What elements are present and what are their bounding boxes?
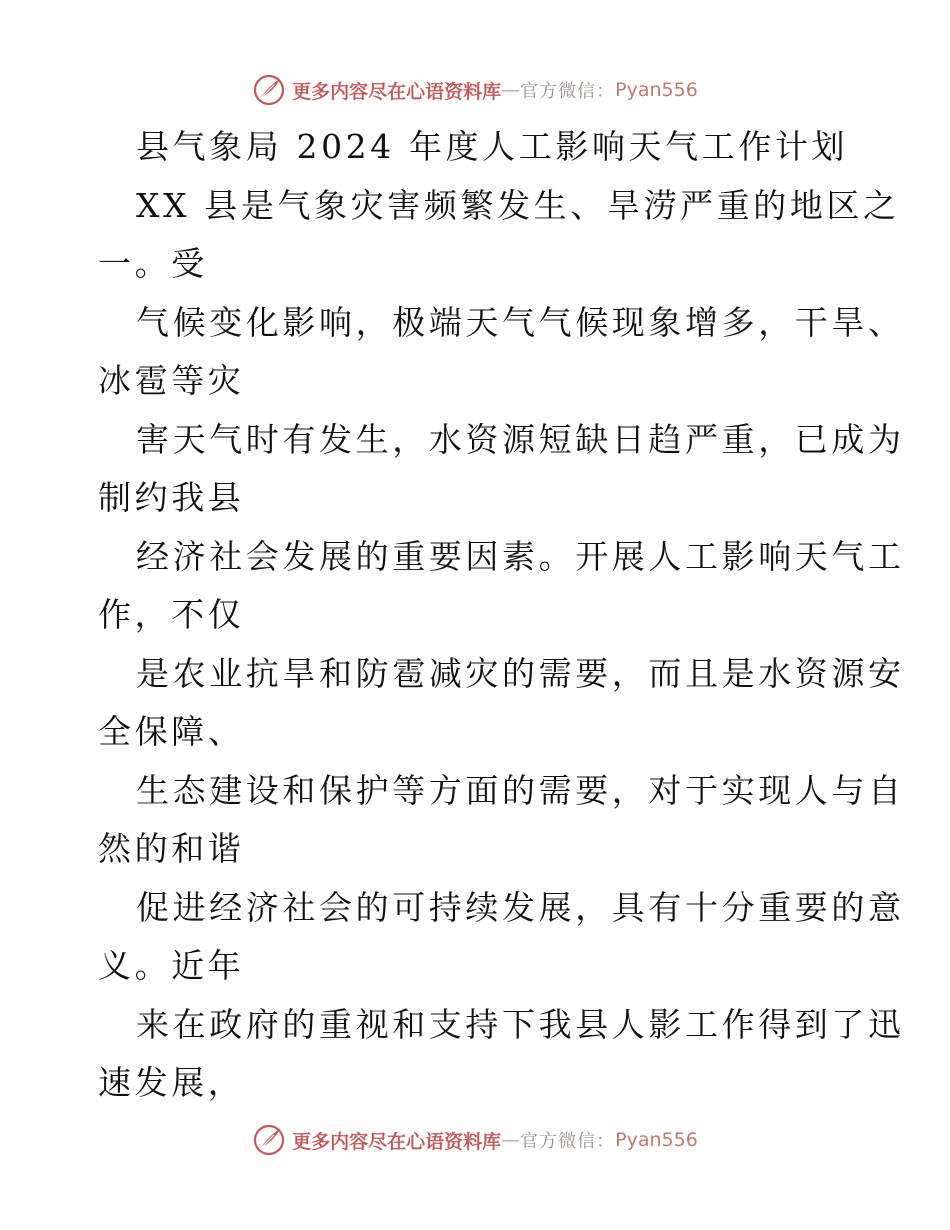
body-line: 气候变化影响，极端天气气候现象增多，干旱、: [136, 302, 905, 342]
body-line: 经济社会发展的重要因素。开展人工影响天气工: [136, 536, 905, 576]
body-line: 作，不仅: [98, 595, 245, 634]
header-watermark: [0, 70, 950, 110]
body-line: 冰雹等灾: [98, 361, 245, 400]
body-line: 制约我县: [98, 478, 245, 517]
watermark-brand-text: 更多内容尽在心语资料库: [292, 80, 502, 103]
body-line: 生态建设和保护等方面的需要，对于实现人与自: [136, 770, 905, 810]
body-line: 促进经济社会的可持续发展，具有十分重要的意: [136, 887, 905, 927]
body-line: 一。受: [98, 244, 208, 283]
body-line: 是农业抗旱和防雹减灾的需要，而且是水资源安: [136, 653, 905, 693]
body-line: 速发展，: [98, 1063, 245, 1102]
watermark-official-label: 官方微信：: [520, 81, 616, 102]
watermark-wechat-id: Pyan556: [615, 79, 698, 101]
body-line: XX 县是气象灾害频繁发生、旱涝严重的地区之: [136, 185, 900, 225]
feather-logo-icon: [252, 1123, 286, 1157]
watermark-wechat-id: Pyan556: [615, 1129, 698, 1151]
footer-watermark: [0, 1120, 950, 1160]
watermark-separator: —: [501, 1129, 521, 1151]
watermark-separator: —: [501, 79, 521, 101]
document-body: [98, 118, 905, 1113]
feather-logo-icon: [252, 73, 286, 107]
body-line: 来在政府的重视和支持下我县人影工作得到了迅: [136, 1004, 905, 1044]
body-line: 然的和谐: [98, 829, 245, 868]
body-line: 害天气时有发生，水资源短缺日趋严重，已成为: [136, 419, 905, 459]
watermark-official-label: 官方微信：: [520, 1131, 616, 1152]
body-line: 全保障、: [98, 712, 245, 751]
watermark-brand-text: 更多内容尽在心语资料库: [292, 1130, 502, 1153]
document-title: 县气象局 2024 年度人工影响天气工作计划: [136, 127, 849, 166]
body-line: 义。近年: [98, 946, 245, 985]
